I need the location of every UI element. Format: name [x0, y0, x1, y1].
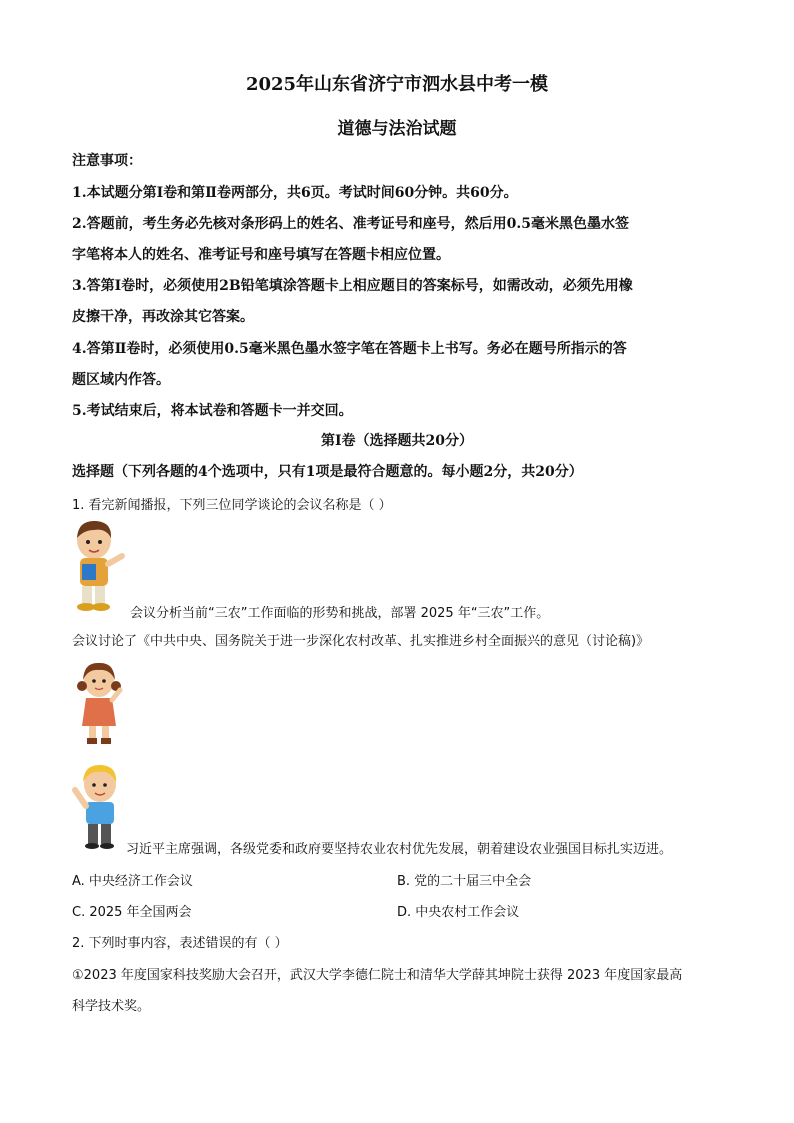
exam-subtitle: 道德与法治试题 [337, 119, 457, 139]
exam-title: 2025年山东省济宁市泗水县中考一模 [245, 74, 549, 95]
blond-student-figure [70, 762, 124, 850]
question-2-item-1-cont: 科学技术奖。 [72, 999, 151, 1014]
option-a[interactable]: A. 中央经济工作会议 [72, 874, 193, 889]
notice-item-2-cont: 字笔将本人的姓名、准考证号和座号填写在答题卡相应位置。 [72, 247, 450, 263]
question-1-stem: 1. 看完新闻播报，下列三位同学谈论的会议名称是（ ） [72, 498, 392, 513]
notice-item-2: 2.答题前，考生务必先核对条形码上的姓名、准考证号和座号，然后用0.5毫米黑色墨水签 [72, 216, 629, 232]
notice-item-3: 3.答第Ⅰ卷时，必须使用2B铅笔填涂答题卡上相应题目的答案标号，如需改动，必须先用橡 [72, 278, 633, 294]
question-2-stem: 2. 下列时事内容，表述错误的有（ ） [72, 936, 288, 951]
question-2-item-1: ①2023 年度国家科技奖励大会召开，武汉大学李德仁院士和清华大学薛其坤院士获得 2023 年度国家最高 [72, 968, 683, 983]
option-c[interactable]: C. 2025 年全国两会 [72, 905, 192, 920]
student-speech-3: 习近平主席强调，各级党委和政府要坚持农业农村优先发展，朝着建设农业强国目标扎实迈进。 [126, 842, 673, 857]
boy-student-figure [70, 518, 126, 614]
notice-item-3-cont: 皮擦干净，再改涂其它答案。 [72, 309, 254, 325]
notice-item-5: 5.考试结束后，将本试卷和答题卡一并交回。 [72, 403, 353, 419]
notice-item-4-cont: 题区域内作答。 [72, 372, 170, 388]
girl-student-figure [74, 660, 124, 748]
notice-item-4: 4.答第Ⅱ卷时，必须使用0.5毫米黑色墨水签字笔在答题卡上书写。务必在题号所指示的答 [72, 341, 627, 357]
student-speech-1: 会议分析当前“三农”工作面临的形势和挑战，部署 2025 年“三农”工作。 [130, 606, 550, 621]
option-d[interactable]: D. 中央农村工作会议 [397, 905, 520, 920]
student-speech-2: 会议讨论了《中共中央、国务院关于进一步深化农村改革、扎实推进乡村全面振兴的意见（讨论稿)》 [72, 634, 650, 649]
option-b[interactable]: B. 党的二十届三中全会 [397, 874, 532, 889]
notice-heading: 注意事项： [72, 153, 142, 169]
section-instruction: 选择题（下列各题的4个选项中，只有1项是最符合题意的。每小题2分，共20分） [72, 464, 583, 480]
notice-item-1: 1.本试题分第Ⅰ卷和第Ⅱ卷两部分，共6页。考试时间60分钟。共60分。 [72, 185, 518, 201]
section-title: 第Ⅰ卷（选择题共20分） [320, 433, 474, 449]
